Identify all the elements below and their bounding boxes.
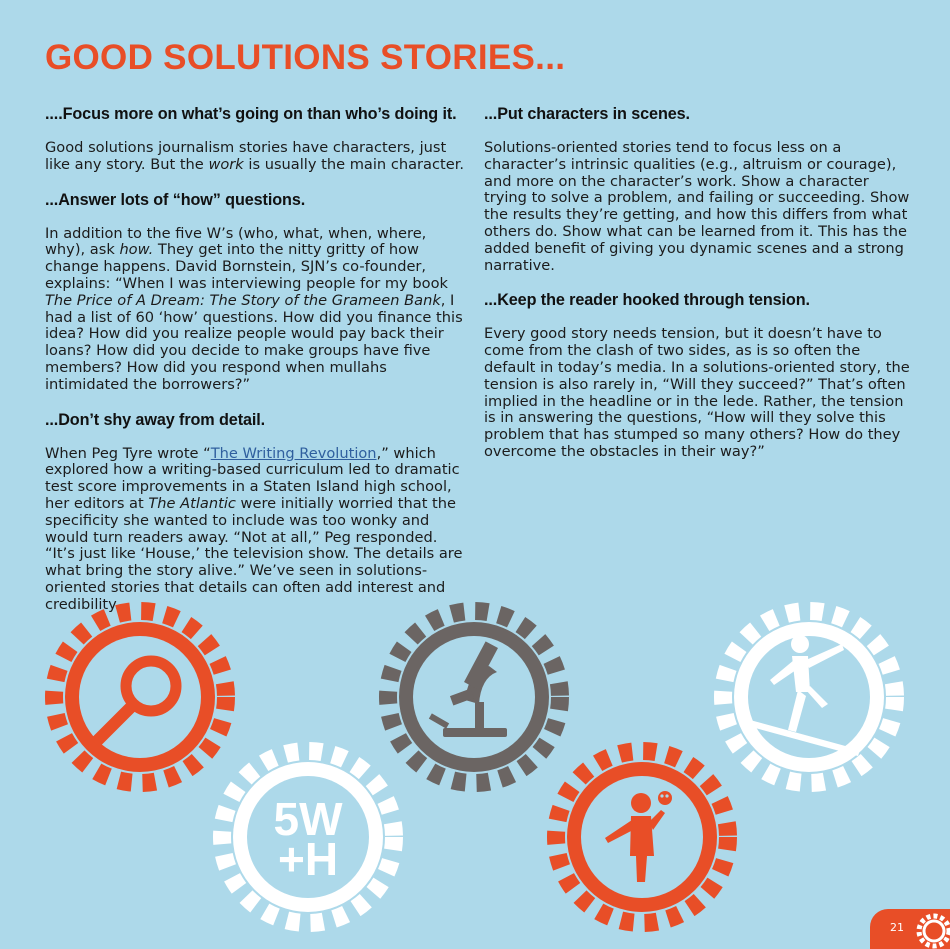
section-text-how: In addition to the five W’s (who, what, when, where, why), ask how. They get into the nitty gritty of how change happens. David Bornstein, SJN’s co-founder, explains: “When I was interviewing people for my book The Price of A Dream: The Story of the Grameen Bank, I had a list of 60 ‘how’ questions. How did you finance this idea? How did you realize people would pay back their loans? How did you decide to make groups have five members? How did you respond when mullahs intimidated the borrowers?” bbox=[45, 224, 463, 393]
section-text-focus: Good solutions journalism stories have characters, just like any story. But the work is usually the main character. bbox=[45, 139, 465, 173]
left-column bbox=[45, 104, 470, 630]
section-text-scenes: Solutions-oriented stories tend to focus less on a character’s intrinsic qualities (e.g., altruism or courage), and more on the character’s work. Show a character trying to solve a problem, and failing or succeeding. Show the results they’re getting, and how this differs from what others do. Show what can be learned from it. This has the added benefit of giving you dynamic scenes and a strong narrative. bbox=[484, 139, 910, 274]
microscope-gear-icon bbox=[377, 600, 571, 794]
section-text-tension: Every good story needs tension, but it doesn’t have to come from the clash of two sides, as is so often the default in today’s media. In a solutions-oriented story, the tension is also rarely in, “Will they succeed?” That’s often implied in the headline or in the lede. Rather, the tension is in answering the questions, “How will they solve this problem that has stumped so many others? How do they overcome the obstacles in their way?” bbox=[484, 325, 910, 460]
section-heading-scenes: ...Put characters in scenes. bbox=[484, 105, 690, 123]
right-column bbox=[484, 104, 914, 477]
tightrope-gear-icon bbox=[712, 600, 906, 794]
section-text-detail: When Peg Tyre wrote “The Writing Revolution,” which explored how a writing-based curriculum led to dramatic test score improvements in a Staten Island high school, her editors at The Atlantic were initially worried that the specificity she wanted to include was too wonky and would turn readers away. “Not at all,” Peg responded. “It’s just like ‘House,’ the television show. The details are what bring the story alive.” We’ve seen in solutions-oriented stories that details can often add interest and credibility. bbox=[45, 444, 463, 613]
section-heading-how: ...Answer lots of “how” questions. bbox=[45, 190, 306, 209]
section-heading-detail: ...Don’t shy away from detail. bbox=[45, 410, 266, 429]
page-title: GOOD SOLUTIONS STORIES... bbox=[45, 38, 566, 77]
page-number: 21 bbox=[890, 921, 904, 934]
writing-revolution-link[interactable]: The Writing Revolution bbox=[210, 444, 377, 462]
section-heading-tension: ...Keep the reader hooked through tension. bbox=[484, 291, 810, 310]
corner-gear-icon bbox=[908, 905, 950, 949]
gear-shape bbox=[54, 611, 226, 783]
five-w-h-gear-icon bbox=[211, 740, 405, 934]
five-w-label: 5W bbox=[273, 793, 343, 845]
section-heading-focus: ....Focus more on what’s going on than who’s doing it. bbox=[45, 105, 457, 123]
magnifier-gear-icon bbox=[43, 600, 237, 794]
gear-shape bbox=[723, 611, 895, 783]
person-gear-icon bbox=[545, 740, 739, 934]
plus-h-label: +H bbox=[277, 833, 339, 885]
